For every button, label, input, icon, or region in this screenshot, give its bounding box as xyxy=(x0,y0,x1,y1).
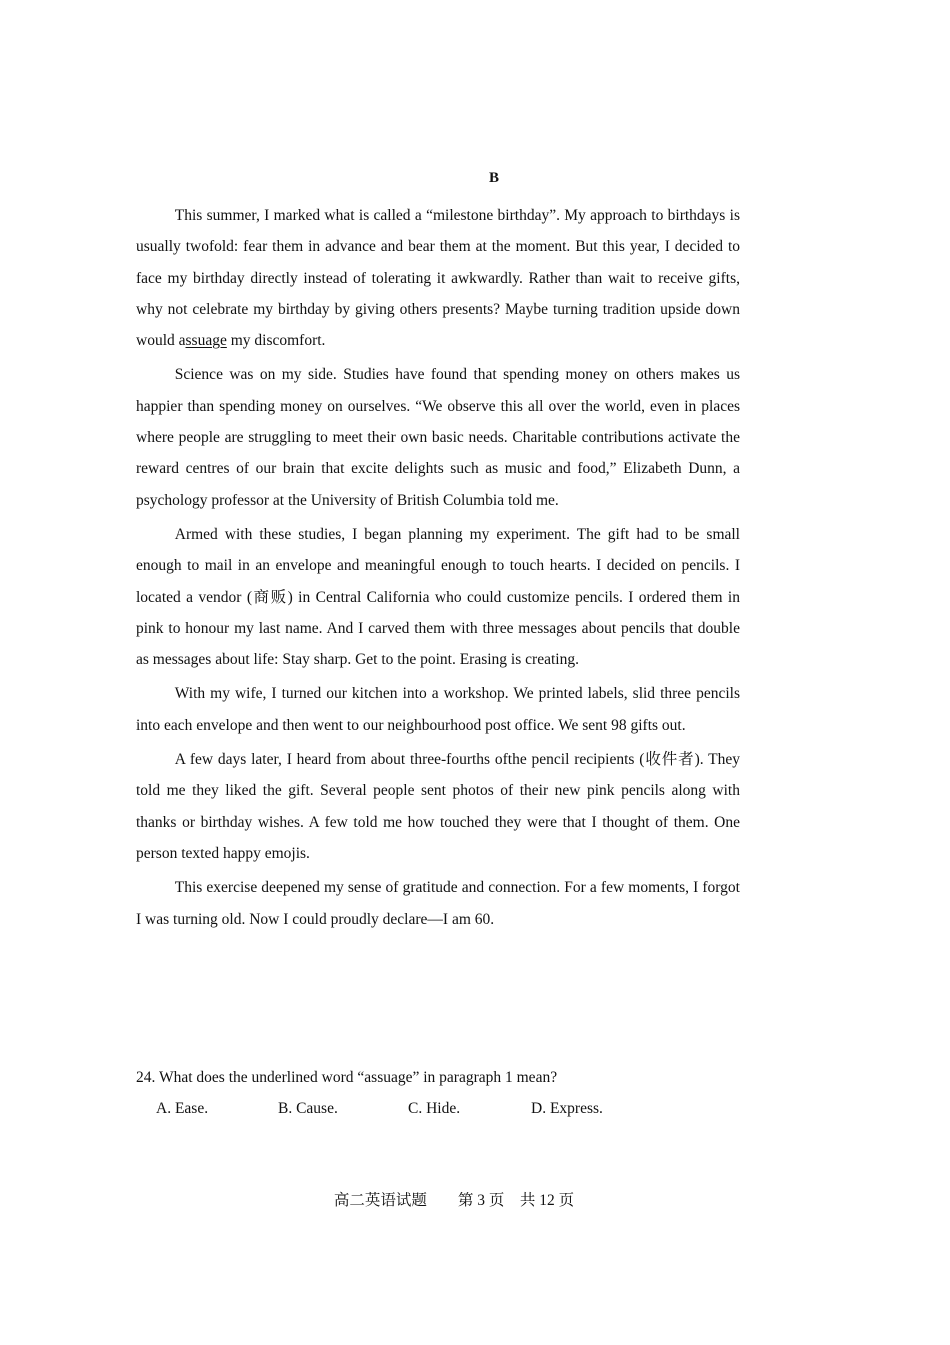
section-heading: B xyxy=(488,170,499,186)
paragraph-1 xyxy=(136,200,740,356)
paragraph-6: This exercise deepened my sense of gratitude and connection. For a few moments, I forgot I was turning old. Now I could proudly declare—I am 60. xyxy=(136,879,740,928)
option-a: A. Ease. xyxy=(156,1100,209,1117)
page-footer: 高二英语试题 第 3 页 共 12 页 xyxy=(333,1192,575,1209)
paragraph-1-text: This summer, I marked what is called a “milestone birthday”. My approach to birthdays is usually twofold: fear them in advance and bear them at the moment. But this year, I decided to face my birthday directly instead of tolerating it awkwardly. Rather than wait to receive gifts, why not celebrate my birthday by giving others presents? Maybe turning tradition upside down would a xyxy=(136,207,740,350)
paragraph-3: Armed with these studies, I began planning my experiment. The gift had to be small enough to mail in an envelope and meaningful enough to touch hearts. I decided on pencils. I located a vendor (商贩) in Central California who could customize pencils. I ordered them in pink to honour my last name. And I carved them with three messages about pencils that double as messages about life: Stay sharp. Get to the point. Erasing is creating. xyxy=(136,525,740,669)
question-24 xyxy=(136,1062,740,1124)
question-stem: 24. What does the underlined word “assuage” in paragraph 1 mean? xyxy=(136,1069,558,1086)
paragraph-5: A few days later, I heard from about three-fourths ofthe pencil recipients (收件者). They told me they liked the gift. Several people sent photos of their new pink pencils along with thanks or birthday wishes. A few told me how touched they were that I thought of them. One person texted happy emojis. xyxy=(136,751,740,862)
paragraph-4: With my wife, I turned our kitchen into a workshop. We printed labels, slid three pencils into each envelope and then went to our neighbourhood post office. We sent 98 gifts out. xyxy=(136,685,740,734)
paragraph-1-end: my discomfort. xyxy=(226,332,326,350)
option-b: B. Cause. xyxy=(278,1100,338,1117)
answer-options xyxy=(136,1093,740,1124)
option-d: D. Express. xyxy=(531,1100,603,1117)
paragraph-2: Science was on my side. Studies have found that spending money on others makes us happier than spending money on ourselves. “We observe this all over the world, even in places where people are struggling to meet their own basic needs. Charitable contributions activate the reward centres of our brain that excite delights such as music and food,” Elizabeth Dunn, a psychology professor at the University of British Columbia told me. xyxy=(136,366,740,509)
underlined-word: ssuage xyxy=(185,332,227,350)
reading-passage xyxy=(136,200,740,938)
option-c: C. Hide. xyxy=(408,1100,461,1117)
